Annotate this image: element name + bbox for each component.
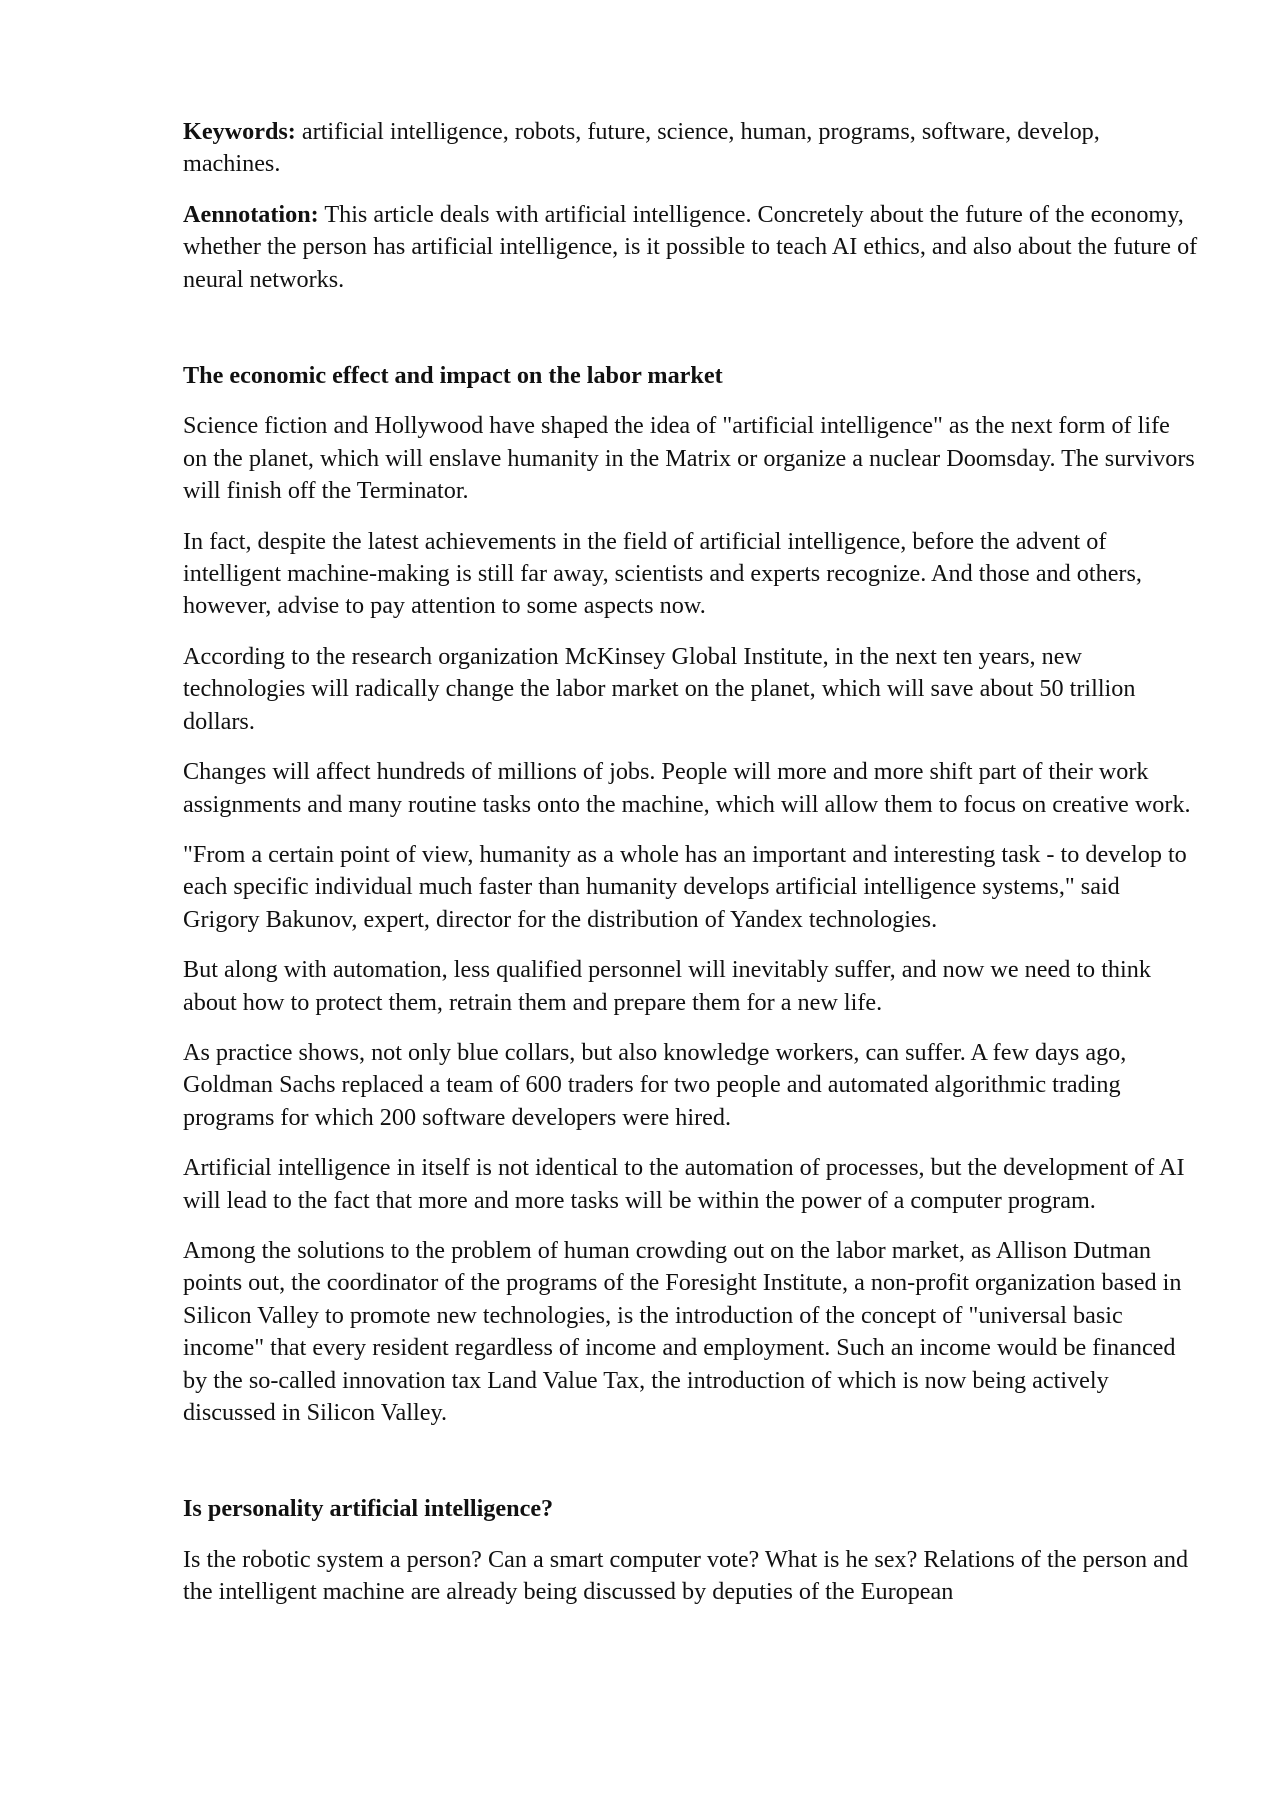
body-paragraph: Changes will affect hundreds of millions of jobs. People will more and more shift part of their work assignments and many routine tasks onto the machine, which will allow them to focus on creative work. (183, 758, 1191, 818)
section-spacer (183, 1447, 1199, 1493)
body-paragraph: In fact, despite the latest achievements in the field of artificial intelligence, before the advent of intelligent machine-making is still far away, scientists and experts recognize. And those and others, however, advise to pay attention to some aspects now. (183, 527, 1142, 620)
annotation-paragraph (183, 199, 1199, 296)
section-heading-personality: Is personality artificial intelligence? (183, 1495, 554, 1523)
keywords-paragraph (183, 116, 1199, 181)
annotation-text: This article deals with artificial intelligence. Concretely about the future of the economy, whether the person has artificial intelligence, is it possible to teach AI ethics, and also about the future of neural networks. (183, 200, 1198, 293)
section-heading-economic-effect: The economic effect and impact on the labor market (183, 362, 723, 390)
body-paragraph: As practice shows, not only blue collars, but also knowledge workers, can suffer. A few days ago, Goldman Sachs replaced a team of 600 traders for two people and automated algorithmic trading programs for which 200 software developers were hired. (183, 1038, 1127, 1131)
document-page (183, 116, 1199, 1627)
body-paragraph: According to the research organization McKinsey Global Institute, in the next ten years, new technologies will radically change the labor market on the planet, which will save about 50 trillion dollars. (183, 642, 1136, 735)
annotation-label: Aennotation: (183, 200, 319, 228)
body-paragraph: But along with automation, less qualified personnel will inevitably suffer, and now we need to think about how to protect them, retrain them and prepare them for a new life. (183, 956, 1151, 1016)
body-paragraph: Among the solutions to the problem of human crowding out on the labor market, as Allison Dutman points out, the coordinator of the programs of the Foresight Institute, a non-profit organization based in Silicon Valley to promote new technologies, is the introduction of the concept of "universal basic income" that every resident regardless of income and employment. Such an income would be financed by the so-called innovation tax Land Value Tax, the introduction of which is now being actively discussed in Silicon Valley. (183, 1236, 1182, 1426)
body-paragraph: Artificial intelligence in itself is not identical to the automation of processes, but the development of AI will lead to the fact that more and more tasks will be within the power of a computer program. (183, 1154, 1185, 1214)
section-spacer (183, 314, 1199, 360)
body-paragraph: "From a certain point of view, humanity as a whole has an important and interesting task - to develop to each specific individual much faster than humanity develops artificial intelligence systems," said Grigory Bakunov, expert, director for the distribution of Yandex technologies. (183, 840, 1187, 933)
keywords-text: artificial intelligence, robots, future, science, human, programs, software, develop, machines. (183, 118, 1100, 178)
body-paragraph: Science fiction and Hollywood have shaped the idea of "artificial intelligence" as the next form of life on the planet, which will enslave humanity in the Matrix or organize a nuclear Doomsday. The survivors will finish off the Terminator. (183, 412, 1195, 505)
keywords-label: Keywords: (183, 118, 296, 145)
body-paragraph: Is the robotic system a person? Can a smart computer vote? What is he sex? Relations of the person and the intelligent machine are already being discussed by deputies of the European (183, 1545, 1189, 1606)
